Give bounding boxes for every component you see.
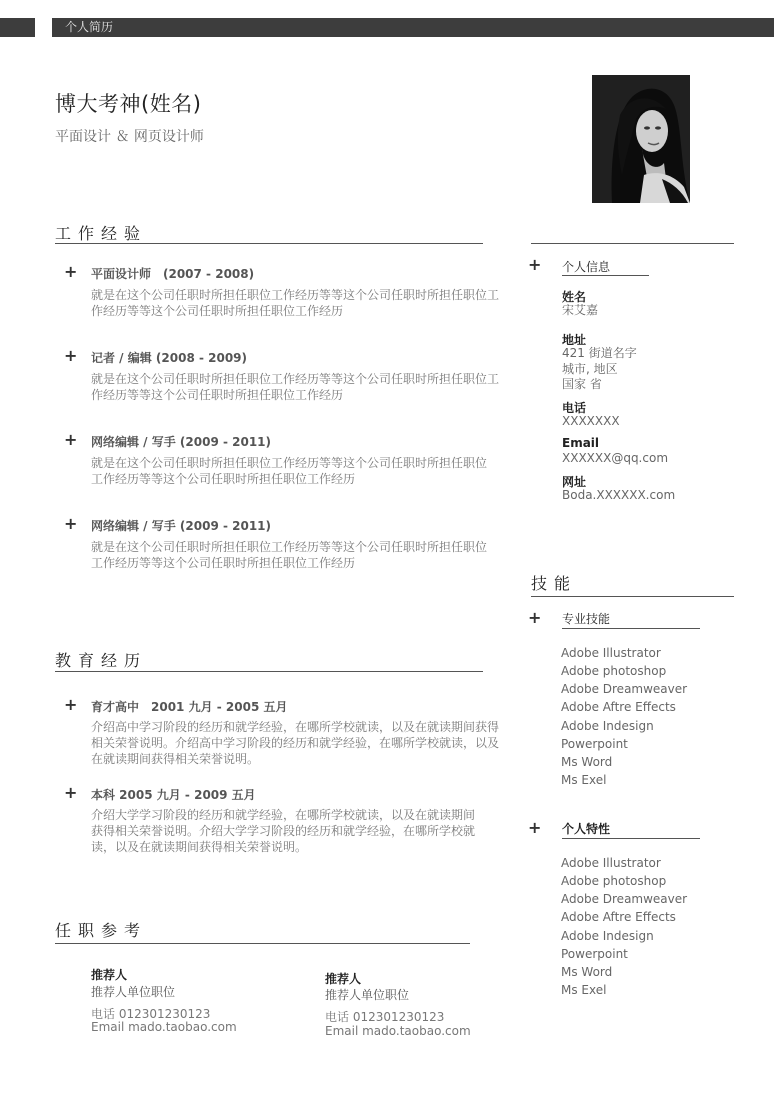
reference-email[interactable]: Email mado.taobao.com bbox=[91, 1020, 237, 1034]
trait-item: Adobe Dreamweaver bbox=[561, 892, 688, 906]
profile-photo-image bbox=[592, 75, 690, 203]
personal-traits-underline bbox=[562, 838, 700, 839]
reference-position: 推荐人单位职位 bbox=[91, 985, 176, 999]
plus-icon: + bbox=[528, 818, 542, 837]
skill-item: Adobe photoshop bbox=[561, 664, 667, 678]
education-item-title: 本科 2005 九月 - 2009 五月 bbox=[91, 788, 256, 802]
plus-icon: + bbox=[64, 346, 78, 365]
personal-info-heading: 个人信息 bbox=[562, 260, 611, 274]
plus-icon: + bbox=[64, 514, 78, 533]
reference-name: 推荐人 bbox=[325, 972, 362, 986]
work-item-title: 平面设计师 (2007 - 2008) bbox=[91, 267, 255, 281]
resume-job-title: 平面设计 ＆ 网页设计师 bbox=[55, 129, 204, 145]
work-item-desc: 就是在这个公司任职时所担任职位工作经历等等这个公司任职时所担任职位 工作经历等等这个公司任职时所担任职位工作经历 bbox=[91, 540, 488, 570]
plus-icon: + bbox=[528, 608, 542, 627]
reference-name: 推荐人 bbox=[91, 968, 128, 982]
work-item-desc: 就是在这个公司任职时所担任职位工作经历等等这个公司任职时所担任职位 工作经历等等这个公司任职时所担任职位工作经历 bbox=[91, 456, 488, 486]
skill-item: Adobe Illustrator bbox=[561, 646, 661, 660]
trait-item: Adobe photoshop bbox=[561, 874, 667, 888]
skill-item: Ms Exel bbox=[561, 773, 607, 787]
skill-item: Adobe Aftre Effects bbox=[561, 700, 676, 714]
plus-icon: + bbox=[64, 430, 78, 449]
address-label: 地址 bbox=[562, 333, 587, 347]
trait-item: Adobe Indesign bbox=[561, 929, 654, 943]
plus-icon: + bbox=[64, 695, 78, 714]
header-bar bbox=[52, 18, 774, 37]
education-item-desc: 介绍大学学习阶段的经历和就学经验，在哪所学校就读，以及在就读期间 获得相关荣誉说明。介绍大学学习阶段的经历和就学经验，在哪所学校就 读，以及在就读期间获得相关荣誉说明。 bbox=[91, 808, 476, 854]
personal-info-underline bbox=[562, 275, 649, 276]
plus-icon: + bbox=[64, 262, 78, 281]
reference-position: 推荐人单位职位 bbox=[325, 988, 410, 1002]
skills-section-divider bbox=[531, 596, 734, 597]
skill-item: Adobe Indesign bbox=[561, 719, 654, 733]
resume-name: 博大考神(姓名) bbox=[55, 92, 202, 116]
trait-item: Powerpoint bbox=[561, 947, 628, 961]
references-section-title: 任职参考 bbox=[55, 921, 148, 940]
trait-item: Ms Exel bbox=[561, 983, 607, 997]
header-tab-label: 个人简历 bbox=[65, 20, 114, 34]
email-value[interactable]: XXXXXX@qq.com bbox=[562, 451, 669, 465]
trait-item: Adobe Aftre Effects bbox=[561, 910, 676, 924]
website-label: 网址 bbox=[562, 475, 587, 489]
professional-skills-heading: 专业技能 bbox=[562, 612, 611, 626]
header-bar-accent bbox=[0, 18, 35, 37]
work-item-desc: 就是在这个公司任职时所担任职位工作经历等等这个公司任职时所担任职位工 作经历等等这个公司任职时所担任职位工作经历 bbox=[91, 372, 500, 402]
work-section-divider bbox=[55, 243, 483, 244]
work-item-desc: 就是在这个公司任职时所担任职位工作经历等等这个公司任职时所担任职位工 作经历等等这个公司任职时所担任职位工作经历 bbox=[91, 288, 500, 318]
education-item-title: 育才高中 2001 九月 - 2005 五月 bbox=[91, 700, 288, 714]
personal-traits-heading: 个人特性 bbox=[562, 822, 611, 836]
skills-section-title: 技能 bbox=[531, 574, 578, 593]
work-item-title: 网络编辑 / 写手 (2009 - 2011) bbox=[91, 519, 272, 533]
education-section-title: 教育经历 bbox=[55, 651, 148, 670]
plus-icon: + bbox=[528, 255, 542, 274]
skill-item: Powerpoint bbox=[561, 737, 628, 751]
reference-phone: 电话 012301230123 bbox=[325, 1010, 445, 1024]
education-section-divider bbox=[55, 671, 483, 672]
reference-phone: 电话 012301230123 bbox=[91, 1007, 211, 1021]
email-label: Email bbox=[562, 436, 600, 450]
work-item-title: 网络编辑 / 写手 (2009 - 2011) bbox=[91, 435, 272, 449]
work-item-title: 记者 / 编辑 (2008 - 2009) bbox=[91, 351, 248, 365]
plus-icon: + bbox=[64, 783, 78, 802]
phone-value: XXXXXXX bbox=[562, 414, 620, 428]
website-value[interactable]: Boda.XXXXXX.com bbox=[562, 488, 676, 502]
address-value: 421 街道名字 城市, 地区 国家 省 bbox=[562, 346, 637, 391]
reference-email[interactable]: Email mado.taobao.com bbox=[325, 1024, 471, 1038]
skill-item: Ms Word bbox=[561, 755, 613, 769]
references-section-divider bbox=[55, 943, 470, 944]
education-item-desc: 介绍高中学习阶段的经历和就学经验，在哪所学校就读，以及在就读期间获得 相关荣誉说明。介绍高中学习阶段的经历和就学经验，在哪所学校就读，以及 在就读期间获得相关荣誉说明。 bbox=[91, 720, 500, 766]
sidebar-top-divider bbox=[531, 243, 734, 244]
trait-item: Ms Word bbox=[561, 965, 613, 979]
work-section-title: 工作经验 bbox=[55, 224, 148, 243]
trait-item: Adobe Illustrator bbox=[561, 856, 661, 870]
profile-photo bbox=[592, 75, 690, 203]
skill-item: Adobe Dreamweaver bbox=[561, 682, 688, 696]
phone-label: 电话 bbox=[562, 401, 587, 415]
professional-skills-underline bbox=[562, 628, 700, 629]
name-label: 姓名 bbox=[562, 290, 587, 304]
name-value: 宋艾嘉 bbox=[562, 303, 599, 317]
